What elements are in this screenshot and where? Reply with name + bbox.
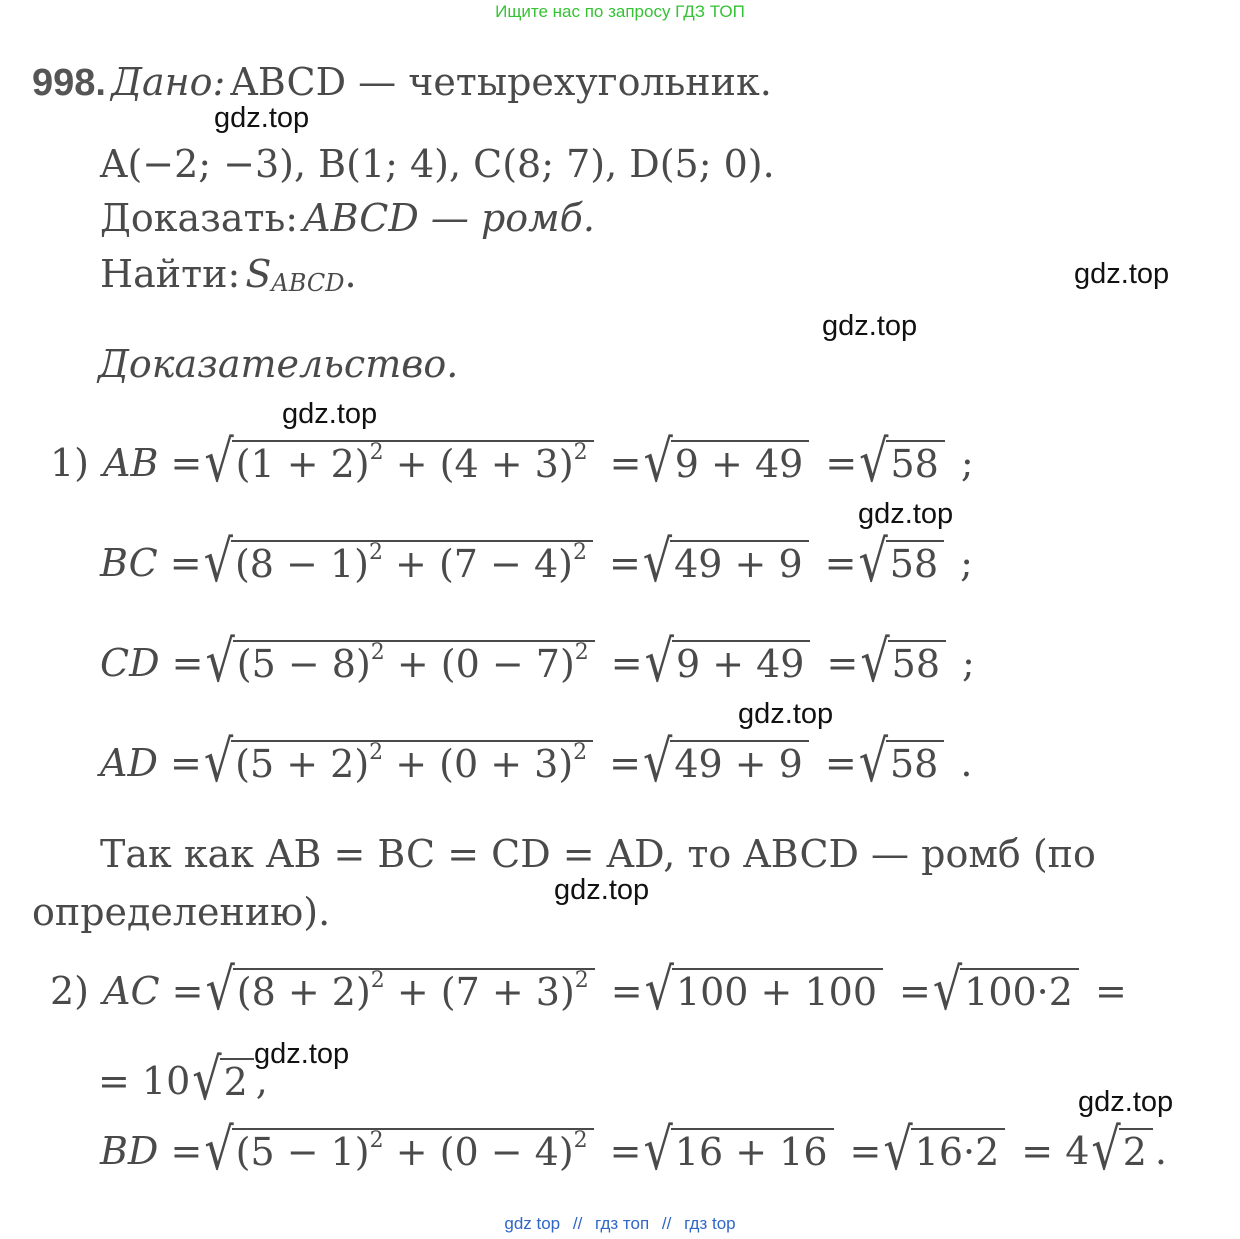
- sqrt-sign: √ 2: [192, 1058, 254, 1104]
- watermark: gdz.top: [214, 102, 310, 134]
- find-sub: ABCD: [271, 269, 345, 298]
- watermark: gdz.top: [1074, 258, 1170, 290]
- sqrt-sign: √ 58: [858, 540, 944, 586]
- find-line: Найти: $S_{ABCD}$.: [100, 252, 357, 298]
- proof-heading: Доказательство.: [98, 342, 459, 386]
- sqrt-sign: √ $(5 - 8)^2 + (0 - 7)^2$: [205, 640, 594, 686]
- sqrt-sign: √ 100 + 100: [645, 968, 883, 1014]
- find-s: S: [245, 252, 272, 296]
- step2-label: 2): [50, 969, 90, 1013]
- watermark: gdz.top: [554, 874, 650, 906]
- sqrt-sign: √ $(8 - 1)^2 + (7 - 4)^2$: [204, 540, 593, 586]
- watermark: gdz.top: [254, 1038, 350, 1070]
- equation-cd: CD = √ $(5 - 8)^2 + (0 - 7)^2$ = √ 9 + 49 = √ 58 ;: [100, 627, 975, 695]
- watermark: gdz.top: [1078, 1086, 1174, 1118]
- sqrt-sign: √ 49 + 9: [643, 540, 809, 586]
- sqrt-sign: √ $(5 + 2)^2 + (0 + 3)^2$: [204, 740, 593, 786]
- points-line: A(−2; −3), B(1; 4), C(8; 7), D(5; 0).: [100, 142, 775, 186]
- conclusion-line-1: Так как AB = BC = CD = AD, то ABCD — ромб (по: [100, 832, 1096, 876]
- sqrt-sign: √ 49 + 9: [643, 740, 809, 786]
- footer-link[interactable]: gdz top: [504, 1214, 561, 1233]
- watermark: gdz.top: [282, 398, 378, 430]
- ab-lhs: AB =: [103, 441, 203, 485]
- watermark: gdz.top: [738, 698, 834, 730]
- ac-lhs: AC =: [103, 969, 204, 1013]
- equation-bd: BD = √ $(5 - 1)^2 + (0 - 4)^2$ = √ 16 + 16 = √ 16·2 = 4 √ 2 .: [100, 1115, 1167, 1183]
- problem-header: [32, 60, 772, 105]
- sqrt-sign: √ 2: [1091, 1128, 1153, 1174]
- find-label: Найти:: [100, 252, 241, 296]
- sqrt-sign: √ 58: [859, 740, 945, 786]
- sqrt-sign: √ $(5 - 1)^2 + (0 - 4)^2$: [204, 1128, 593, 1174]
- footer-link[interactable]: гдз top: [684, 1214, 736, 1233]
- sqrt-sign: √ $(8 + 2)^2 + (7 + 3)^2$: [205, 968, 594, 1014]
- top-banner: Ищите нас по запросу ГДЗ ТОП: [495, 2, 745, 21]
- bd-lhs: BD =: [100, 1129, 203, 1173]
- sqrt-sign: √ 9 + 49: [645, 640, 811, 686]
- conclusion-line-2: определению).: [32, 890, 331, 934]
- sqrt-sign: √ 16·2: [883, 1128, 1005, 1174]
- sqrt-sign: √ 58: [859, 440, 945, 486]
- equation-ac: 2) AC = √ $(8 + 2)^2 + (7 + 3)^2$ = √ 100 + 100 = √ 100·2 =: [50, 955, 1127, 1023]
- equation-ab: 1) AB = √ $(1 + 2)^2 + (4 + 3)^2$ = √ 9 + 49 = √ 58 ;: [50, 427, 974, 495]
- ad-lhs: AD =: [100, 741, 202, 785]
- problem-number: 998.: [32, 62, 106, 104]
- equation-ac-result: = 10 √ 2 ,: [98, 1045, 268, 1113]
- equation-bc: BC = √ $(8 - 1)^2 + (7 - 4)^2$ = √ 49 + 9 = √ 58 ;: [100, 527, 973, 595]
- footer: gdz top // гдз топ // гдз top: [504, 1214, 736, 1233]
- watermark: gdz.top: [858, 498, 954, 530]
- bc-lhs: BC =: [100, 541, 202, 585]
- prove-line: [100, 196, 595, 240]
- prove-label: Доказать:: [100, 196, 299, 240]
- footer-link[interactable]: гдз топ: [595, 1214, 650, 1233]
- sqrt-sign: √ 9 + 49: [643, 440, 809, 486]
- sqrt-sign: √ 100·2: [933, 968, 1079, 1014]
- watermark: gdz.top: [822, 310, 918, 342]
- prove-text: ABCD — ромб.: [303, 196, 595, 240]
- cd-lhs: CD =: [100, 641, 204, 685]
- equation-ad: AD = √ $(5 + 2)^2 + (0 + 3)^2$ = √ 49 + 9 = √ 58 .: [100, 727, 973, 795]
- given-text: ABCD — четырехугольник.: [230, 60, 772, 104]
- given-label: Дано:: [111, 60, 226, 104]
- step1-label: 1): [50, 441, 90, 485]
- sqrt-sign: √ $(1 + 2)^2 + (4 + 3)^2$: [204, 440, 593, 486]
- sqrt-sign: √ 16 + 16: [643, 1128, 833, 1174]
- sqrt-sign: √ 58: [860, 640, 946, 686]
